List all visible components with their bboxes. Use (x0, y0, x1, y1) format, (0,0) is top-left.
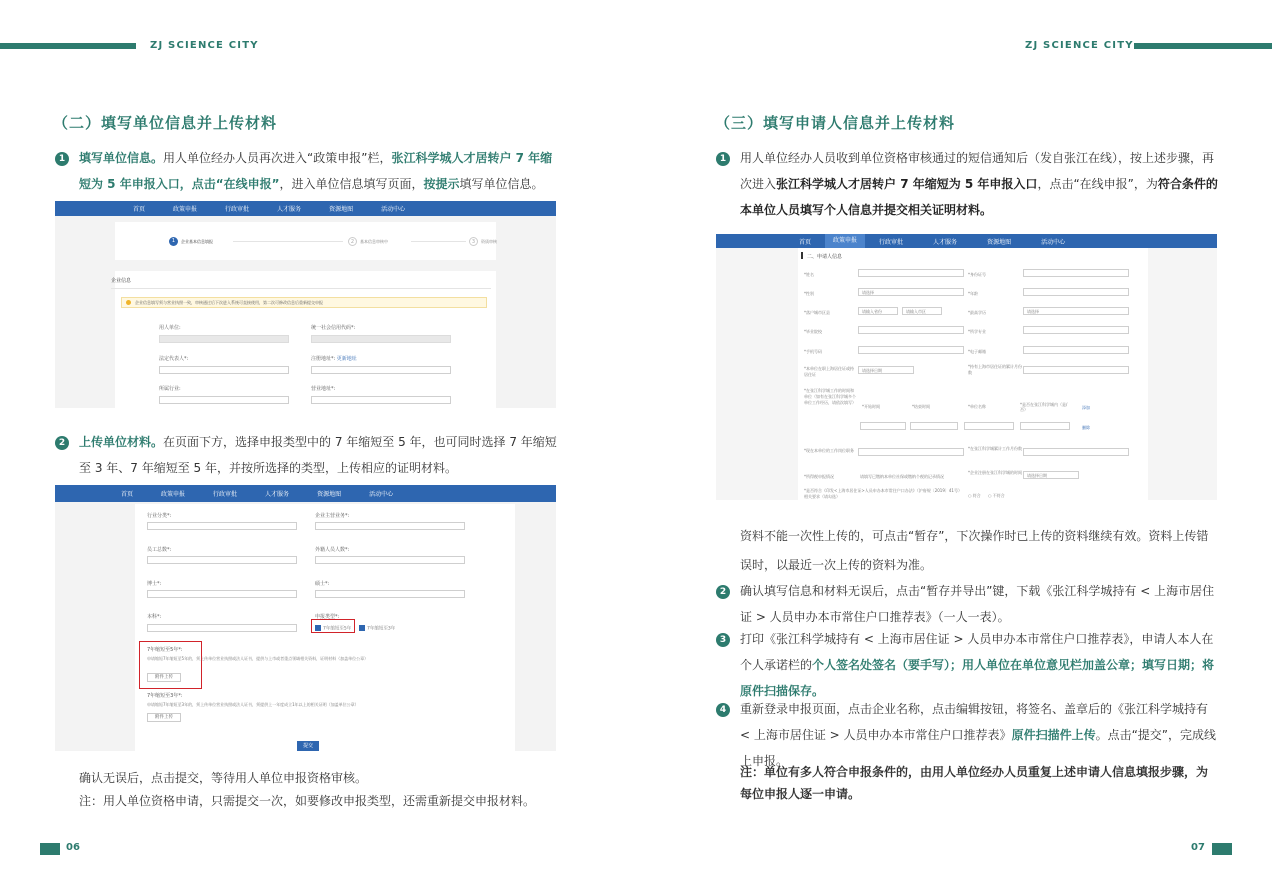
right-item3-text: 打印《张江科学城持有 < 上海市居住证 > 人员申办本市常住户口推荐表》，申请人本人在个人承诺栏的个人签名处签名（要手写）；用人单位在单位意见栏加盖公章；填写日期；将原件扫描保存。 (740, 632, 1215, 698)
foreign-staff-input[interactable] (315, 556, 465, 564)
field-label: *年龄 (968, 291, 978, 296)
screenshot-upload-materials (55, 485, 556, 751)
age-input[interactable] (1023, 288, 1129, 296)
header-rule-right (1134, 43, 1272, 49)
employee-count-input[interactable] (147, 556, 297, 564)
gender-select[interactable]: 请选择 (858, 288, 964, 296)
phd-count-input[interactable] (147, 590, 297, 598)
notice-text: 企业信息填写须与营业执照一致，审核通过后下次进入系统可直接使用，第二次可修改信息后重新提交申报 (135, 300, 323, 305)
residence-date-input[interactable]: 请选择日期 (858, 366, 914, 374)
position-input[interactable] (858, 448, 964, 456)
nav-item[interactable]: 人才服务 (277, 206, 302, 213)
field-label: *本单位在职上海居住证或持居住证 (804, 366, 854, 377)
field-label: 法定代表人*: (159, 356, 189, 362)
work-months-input[interactable] (1023, 448, 1129, 456)
field-label: *性别 (804, 291, 814, 296)
field-label: *电子邮箱 (968, 349, 986, 354)
nav-item[interactable]: 政策申报 (173, 206, 198, 213)
nav-item[interactable]: 政策申报 (161, 491, 186, 498)
id-number-input[interactable] (1023, 269, 1129, 277)
step-progress-panel (115, 222, 496, 260)
right-item2-text: 确认填写信息和材料无误后，点击“暂存并导出”键，下载《张江科学城持有 < 上海市居住证 > 人员申办本市常住户口推荐表》（一人一表）。 (740, 584, 1215, 624)
col-label: *结束时间 (912, 404, 930, 409)
warning-icon (126, 300, 131, 305)
nav-item[interactable]: 活动中心 (381, 206, 406, 213)
right-item4-note: 注：单位有多人符合申报条件的，由用人单位经办人员重复上述申请人信息填报步骤，为每位申报人逐一申请。 (740, 765, 1209, 801)
field-label: *手机号码 (804, 349, 822, 354)
industry-category-input[interactable] (147, 522, 297, 530)
step-label-1: 企业基本信息填报 (181, 239, 213, 244)
field-label: 营业地址*: (311, 386, 336, 392)
business-address-input[interactable] (311, 396, 451, 404)
field-label: *落户城市区县 (804, 310, 830, 315)
field-label: *毕业院校 (804, 329, 822, 334)
block1-desc: 申请缩短7年缩短至5年的，须上传单位营业执照或法人证书，提供与上市或者重点领域相关资料，证明材料（加盖单位公章） (147, 656, 369, 661)
company-info-panel (111, 271, 496, 408)
education-select[interactable]: 请选择 (1023, 307, 1129, 315)
applicant-form-panel (798, 248, 1148, 500)
temp-save-note: 资料不能一次性上传的，可点击“暂存”，下次操作时已上传的资料继续有效。资料上传错误时，以最近一次上传的资料为准。 (740, 529, 1209, 572)
start-date-input[interactable] (860, 422, 906, 430)
section-title-unit-info: （二）填写单位信息并上传材料 (53, 114, 278, 132)
end-date-input[interactable] (910, 422, 958, 430)
site-nav (716, 234, 1217, 248)
field-label: *是否符合《印发<上海市居住证>人员申办本市常住户口办法》（沪府规〔2019〕41号）相关要求（请勾选） (804, 488, 962, 499)
step-label-3: 资质审核 (481, 239, 497, 244)
section-marker (801, 252, 803, 259)
nav-item[interactable]: 资源地图 (329, 206, 354, 213)
step-dot-1: 1 (169, 237, 178, 246)
page-number-left: 06 (66, 842, 80, 853)
major-input[interactable] (1023, 326, 1129, 334)
header-rule-left (0, 43, 136, 49)
industry-input[interactable] (159, 396, 289, 404)
section-label: 企业信息 (111, 278, 132, 284)
field-label: 本科*: (147, 614, 162, 620)
step-number-1: 1 (55, 152, 69, 166)
master-count-input[interactable] (315, 590, 465, 598)
note-text: 注：用人单位资格申请，只需提交一次，如要修改申报类型，还需重新提交申报材料。 (79, 794, 536, 808)
page-number-right: 07 (1191, 842, 1205, 853)
nav-item[interactable]: 首页 (121, 491, 134, 498)
field-label: 所属行业: (159, 386, 181, 392)
step-dot-2: 2 (348, 237, 357, 246)
field-label: *最高学历 (968, 310, 986, 315)
footer-bar-left (40, 843, 60, 855)
field-label: *身份证号 (968, 272, 986, 277)
upload-button-1[interactable]: 附件上传 (147, 673, 181, 682)
field-label: 统一社会信用代码*: (311, 325, 356, 331)
nav-item[interactable]: 活动中心 (1041, 238, 1066, 246)
nav-item[interactable]: 活动中心 (369, 491, 394, 498)
nav-item[interactable]: 人才服务 (933, 238, 958, 246)
option-7to5-checkbox[interactable]: 7年缩短至5年 (315, 625, 351, 632)
residence-months-input[interactable] (1023, 366, 1129, 374)
tax-desc: 请填写已缴纳本单位社保或缴纳个税的记录情况 (860, 474, 944, 479)
in-zj-input[interactable] (1020, 422, 1070, 430)
block2-title: 7年缩短至3年*: (147, 693, 183, 699)
nav-item[interactable]: 资源地图 (317, 491, 342, 498)
section-title-applicant-info: （三）填写申请人信息并上传材料 (715, 114, 956, 132)
step-number-2: 2 (716, 585, 730, 599)
field-label: *姓名 (804, 272, 814, 277)
block1-title: 7年缩短至5年*: (147, 647, 183, 653)
field-label: *企业注册在张江科学城的时间 (968, 470, 1022, 475)
update-address-link[interactable]: 更新地址 (336, 356, 357, 362)
field-label: 硕士*: (315, 581, 330, 587)
nav-item[interactable]: 行政审批 (225, 206, 250, 213)
field-label: *在张江科学城工作的时间和单位（如有在张江科学城多个单位工作经历，请依次填写） (804, 388, 856, 405)
nav-item-active[interactable]: 政策申报 (825, 234, 865, 248)
highlight-box (311, 619, 355, 633)
step-number-2: 2 (55, 436, 69, 450)
legal-rep-input[interactable] (159, 366, 289, 374)
add-link[interactable]: 添加 (1082, 405, 1090, 410)
upload-form-panel (135, 504, 515, 751)
screenshot-applicant-form (716, 234, 1217, 500)
col-label: *单位名称 (968, 404, 986, 409)
step-number-3: 3 (716, 633, 730, 647)
register-date-input[interactable]: 请选择日期 (1023, 471, 1079, 479)
nav-item[interactable]: 首页 (133, 206, 146, 213)
field-label: 注册地址*: 更新地址 (311, 356, 357, 362)
confirm-text: 确认无误后，点击提交，等待用人单位申报资格审核。 (79, 771, 368, 785)
credit-code-field (311, 335, 451, 343)
bachelor-count-input[interactable] (147, 624, 297, 632)
delete-link[interactable]: 删除 (1082, 425, 1090, 430)
nav-item[interactable]: 人才服务 (265, 491, 290, 498)
main-business-input[interactable] (315, 522, 465, 530)
step-number-1: 1 (716, 152, 730, 166)
unit-name-input[interactable] (964, 422, 1014, 430)
step-label-2: 基本信息审核中 (360, 239, 388, 244)
field-label: 员工总数*: (147, 547, 172, 553)
field-label: *持有上海市居住证的累计月份数 (968, 364, 1022, 375)
col-label: *开始时间 (862, 404, 880, 409)
school-input[interactable] (858, 326, 964, 334)
field-label: *所得税申报情况 (804, 474, 834, 479)
notice-banner (121, 297, 487, 308)
province-input[interactable]: 请输入省份 (858, 307, 898, 315)
site-nav (55, 485, 556, 502)
district-input[interactable]: 请输入市区 (902, 307, 942, 315)
field-label: 博士*: (147, 581, 162, 587)
field-label: 企业主营业务*: (315, 513, 350, 519)
field-label: 行业分类*: (147, 513, 172, 519)
nav-item[interactable]: 首页 (799, 238, 812, 246)
header-brand-left: ZJ SCIENCE CITY (150, 40, 259, 51)
screenshot-unit-info-form (55, 201, 556, 408)
left-item1-text: 填写单位信息。用人单位经办人员再次进入“政策申报”栏，张江科学城人才居转户 7 年缩短为 5 年申报入口，点击“在线申报”，进入单位信息填写页面，按提示填写单位信息。 (79, 151, 553, 191)
footer-bar-right (1212, 843, 1232, 855)
name-input[interactable] (858, 269, 964, 277)
radio-no[interactable]: ○ 不符合 (988, 493, 1005, 498)
site-nav (55, 201, 556, 216)
reg-address-input[interactable] (311, 366, 451, 374)
right-item1-text: 用人单位经办人员收到单位资格审核通过的短信通知后（发自张江在线），按上述步骤，再次进入张江科学城人才居转户 7 年缩短为 5 年申报入口，点击“在线申报”，为符合条件的本单位人员填写个人信息并提交相关证明材料。 (740, 151, 1218, 217)
field-label: *在张江科学城累计工作月份数 (968, 446, 1022, 451)
field-label: 外籍人员人数*: (315, 547, 350, 553)
left-item2-text: 上传单位材料。在页面下方，选择申报类型中的 7 年缩短至 5 年，也可同时选择 7 年缩短至 3 年、7 年缩短至 5 年，并按所选择的类型，上传相应的证明材料。 (79, 435, 557, 475)
right-item4-text: 重新登录申报页面，点击企业名称，点击编辑按钮，将签名、盖章后的《张江科学城持有 < 上海市居住证 > 人员申办本市常住户口推荐表》原件扫描件上传。点击“提交”，完成线上申报。 (740, 702, 1217, 768)
step-dot-3: 3 (469, 237, 478, 246)
radio-yes[interactable]: ○ 符合 (968, 493, 981, 498)
upload-button-2[interactable]: 附件上传 (147, 713, 181, 722)
submit-button[interactable]: 提交 (297, 741, 319, 751)
option-7to3-checkbox[interactable]: 7年缩短至3年 (359, 625, 395, 632)
unit-name-field (159, 335, 289, 343)
phone-input[interactable] (858, 346, 964, 354)
section-label: 二、申请人信息 (807, 254, 843, 260)
field-label: 申报类型*: (315, 614, 340, 620)
step-number-4: 4 (716, 703, 730, 717)
nav-item[interactable]: 行政审批 (879, 238, 904, 246)
field-label: *所学专业 (968, 329, 986, 334)
nav-item[interactable]: 行政审批 (213, 491, 238, 498)
field-label: *现在本单位的工作岗位职务 (804, 448, 854, 453)
col-label: *是否在张江科学城内（是/否） (1020, 402, 1068, 412)
header-brand-right: ZJ SCIENCE CITY (1025, 40, 1134, 51)
field-label: 用人单位: (159, 325, 181, 331)
nav-item[interactable]: 资源地图 (987, 238, 1012, 246)
email-input[interactable] (1023, 346, 1129, 354)
block2-desc: 申请缩短7年缩短至3年的，须上传单位营业执照或法人证书，须提供上一年度成立1年以上的相关证明（加盖单位公章） (147, 702, 359, 707)
